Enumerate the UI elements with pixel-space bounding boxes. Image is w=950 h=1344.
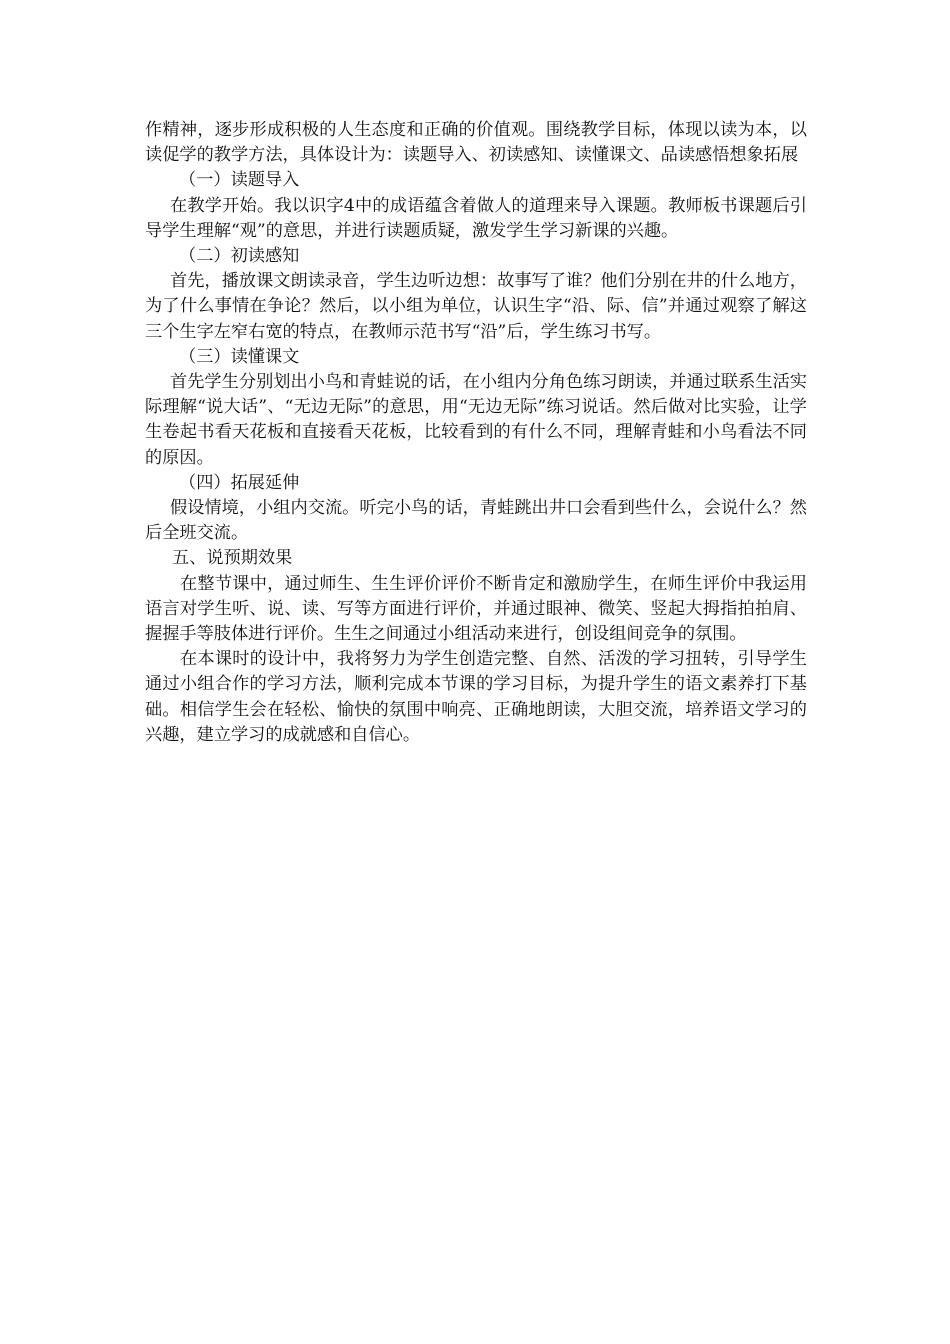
section-2-body: 首先，播放课文朗读录音，学生边听边想：故事写了谁？他们分别在井的什么地方，为了什么事情在争论？然后，以小组为单位，认识生字“沿、际、信”并通过观察了解这三个生字左窄右宽的特点，在教师示范书写“沿”后，学生练习书写。 — [145, 271, 807, 342]
section-1-heading: （一）读题导入 — [179, 170, 300, 191]
section-4-heading: （四）拓展延伸 — [179, 472, 300, 493]
document-page — [145, 118, 807, 748]
section-3-body: 首先学生分别划出小鸟和青蛙说的话，在小组内分角色练习朗读，并通过联系生活实际理解“说大话”、“无边无际”的意思，用“无边无际”练习说话。然后做对比实验，让学生卷起书看天花板和直接看天花板，比较看到的有什么不同，理解青蛙和小鸟看法不同的原因。 — [145, 372, 807, 468]
section-2-heading: （二）初读感知 — [179, 246, 300, 267]
section-4-body: 假设情境，小组内交流。听完小鸟的话，青蛙跳出井口会看到些什么，会说什么？然后全班交流。 — [145, 498, 807, 544]
part-five-heading: 五、说预期效果 — [172, 548, 293, 569]
part-five-paragraph-1: 在整节课中，通过师生、生生评价评价不断肯定和激励学生，在师生评价中我运用语言对学生听、说、读、写等方面进行评价，并通过眼神、微笑、竖起大拇指拍拍肩、握握手等肢体进行评价。生生之间通过小组活动来进行，创设组间竞争的氛围。 — [145, 573, 807, 645]
part-five-paragraph-2: 在本课时的设计中，我将努力为学生创造完整、自然、活泼的学习扭转，引导学生通过小组合作的学习方法，顺利完成本节课的学习目标，为提升学生的语文素养打下基础。相信学生会在轻松、愉快的氛围中响亮、正确地朗读，大胆交流，培养语文学习的兴趣，建立学习的成就感和自信心。 — [145, 649, 807, 745]
section-1-body: 在教学开始。我以识字4中的成语蕴含着做人的道理来导入课题。教师板书课题后引导学生理解“观”的意思，并进行读题质疑，激发学生学习新课的兴趣。 — [145, 195, 807, 241]
intro-paragraph: 作精神，逐步形成积极的人生态度和正确的价值观。围绕教学目标，体现以读为本，以读促学的教学方法，具体设计为：读题导入、初读感知、读懂课文、品读感悟想象拓展 — [145, 120, 807, 166]
section-3-heading: （三）读懂课文 — [179, 346, 300, 367]
